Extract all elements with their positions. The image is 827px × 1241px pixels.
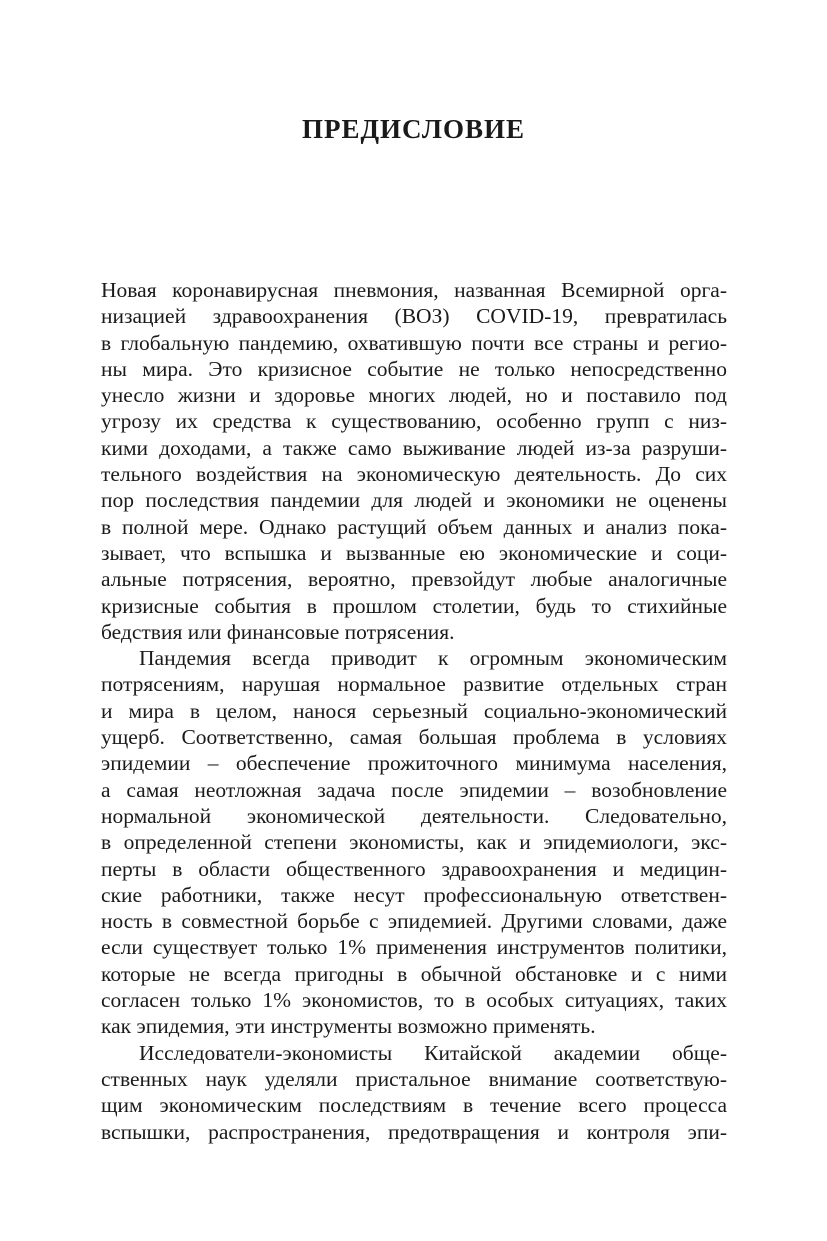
preface-body <box>101 277 727 1145</box>
text-line: и мира в целом, нанося серьезный социально-экономический <box>101 698 727 723</box>
text-line: ущерб. Соответственно, самая большая проблема в условиях <box>101 725 727 750</box>
text-line: в полной мере. Однако растущий объем данных и анализ пока- <box>101 514 727 539</box>
text-line: щим экономическим последствиям в течение всего процесса <box>101 1093 727 1118</box>
text-line: кризисные события в прошлом столетии, будь то стихийные <box>101 593 727 618</box>
text-line: унесло жизни и здоровье многих людей, но и поставило под <box>101 383 727 408</box>
text-line: потрясениям, нарушая нормальное развитие отдельных стран <box>101 672 727 697</box>
text-line: альные потрясения, вероятно, превзойдут любые аналогичные <box>101 567 727 592</box>
text-line: бедствия или финансовые потрясения. <box>101 619 455 644</box>
text-line: в определенной степени экономисты, как и эпидемиологи, экс- <box>101 830 727 855</box>
text-line: низацией здравоохранения (ВОЗ) COVID-19, превратилась <box>101 304 727 329</box>
text-line: тельного воздействия на экономическую деятельность. До сих <box>101 462 727 487</box>
text-line: согласен только 1% экономистов, то в особых ситуациях, таких <box>101 988 727 1013</box>
text-line: нормальной экономической деятельности. Следовательно, <box>101 803 727 828</box>
text-line: перты в области общественного здравоохранения и медицин- <box>101 856 727 881</box>
text-line: кими доходами, а также само выживание людей из-за разруши- <box>101 435 727 460</box>
text-line: ские работники, также несут профессиональную ответствен- <box>101 882 727 907</box>
paragraph <box>101 277 727 645</box>
text-line: пор последствия пандемии для людей и экономики не оценены <box>101 488 727 513</box>
text-line: в глобальную пандемию, охватившую почти все страны и регио- <box>101 330 727 355</box>
text-line: Пандемия всегда приводит к огромным экономическим <box>139 646 727 671</box>
text-line: вспышки, распространения, предотвращения и контроля эпи- <box>101 1119 727 1144</box>
paragraph <box>101 645 727 1039</box>
text-line: ность в совместной борьбе с эпидемией. Другими словами, даже <box>101 909 727 934</box>
text-line: которые не всегда пригодны в обычной обстановке и с ними <box>101 961 727 986</box>
text-line: угрозу их средства к существованию, особенно групп с низ- <box>101 409 727 434</box>
text-line: эпидемии – обеспечение прожиточного минимума населения, <box>101 751 727 776</box>
text-line: Новая коронавирусная пневмония, названная Всемирной орга- <box>101 278 727 302</box>
text-line: если существует только 1% применения инструментов политики, <box>101 935 727 960</box>
paragraph <box>101 1040 727 1145</box>
page-title: ПРЕДИСЛОВИЕ <box>301 114 526 144</box>
text-line: ны мира. Это кризисное событие не только непосредственно <box>101 356 727 381</box>
text-line: Исследователи-экономисты Китайской академии обще- <box>139 1040 727 1065</box>
text-line: зывает, что вспышка и вызванные ею экономические и соци- <box>101 540 727 565</box>
text-line: ственных наук уделяли пристальное внимание соответствую- <box>101 1066 727 1091</box>
text-line: как эпидемия, эти инструменты возможно применять. <box>101 1014 596 1039</box>
text-line: а самая неотложная задача после эпидемии – возобновление <box>101 777 727 802</box>
